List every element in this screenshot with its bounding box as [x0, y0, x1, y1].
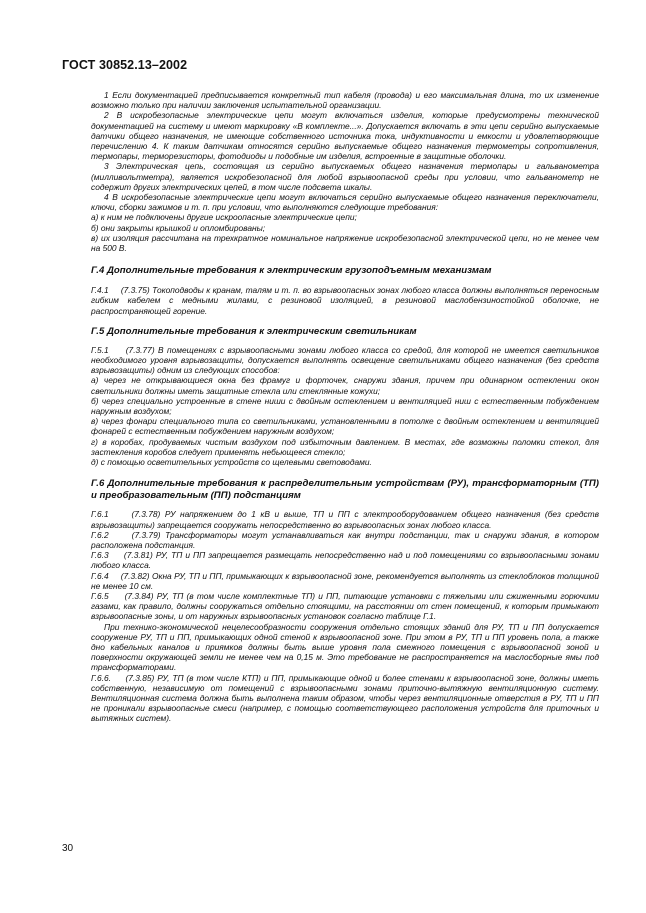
section-paragraph: Г.5.1 (7.3.77) В помещениях с взрывоопасными зонами любого класса со средой, для которой не имеется светильников необходимого уровня взрывозащиты, допускается выполнять освещение светильниками общего назначения (без средств взрывозащиты) одним из следующих способов:: [91, 344, 602, 376]
note-list-item: а) к ним не подключены другие искроопасные электрические цепи;: [91, 212, 357, 223]
note-paragraph: 4 В искробезопасные электрические цепи могут включаться серийно выпускаемые общего назначения переключатели, ключи, сборки зажимов и т. п. при условии, что выполняются следующие требования:: [91, 192, 602, 213]
section-list-item: а) через не открывающиеся окна без фрамуг и форточек, снаружи здания, причем при одинарном остеклении окон светильники должны иметь защитные стекла или стеклянные кожухи;: [91, 375, 602, 396]
note-list-item: б) они закрыты крышкой и опломбированы;: [91, 222, 266, 233]
section-list-item: д) с помощью осветительных устройств со щелевыми световодами.: [91, 457, 372, 468]
page-number: 30: [62, 843, 74, 854]
section-paragraph: Г.6.5 (7.3.84) РУ, ТП (в том числе комплектные ТП) и ПП, питающие установки с тяжелыми или сжиженными горючими газами, как правило, должны сооружаться отдельно стоящими, на расстоянии от стен помещений, к которым примыкают взрывоопасные зоны, и от наружных взрывоопасных установок согласно таблице Г.1.: [91, 590, 602, 622]
note-list-item: в) их изоляция рассчитана на трехкратное номинальное напряжение искробезопасной электрической цепи, но не менее чем на 500 В.: [91, 232, 602, 254]
section-paragraph: Г.6.3 (7.3.81) РУ, ТП и ПП запрещается размещать непосредственно над и под помещениями со взрывоопасными зонами любого класса.: [91, 550, 602, 571]
section-list-item: г) в коробах, продуваемых чистым воздухом под избыточным давлением. В местах, где возможны поломки стекол, для застекления коробов следует применять небьющееся стекло;: [91, 436, 602, 457]
section-list-item: в) через фонари специального типа со светильниками, установленными в потолке с двойным остеклением и вентиляцией фонарей с естественным побуждением наружным воздухом;: [91, 416, 602, 437]
document-header: ГОСТ 30852.13–2002: [62, 58, 188, 72]
note-paragraph: 2 В искробезопасные электрические цепи могут включаться изделия, которые предусмотрены технической документацией на систему и имеют маркировку «В комплекте...». Допускается включать в эти цепи серийно выпускаемые датчики общего назначения, не имеющие собственного источника тока, индуктивности и емкости и удовлетворяющие перечислению 4. К таким датчикам относятся серийно выпускаемые общего назначения термометры сопротивления, термопары, терморезисторы, фотодиоды и подобные им изделия, встроенные в защитные оболочки.: [91, 110, 602, 162]
section-paragraph: Г.6.1 (7.3.78) РУ напряжением до 1 кВ и выше, ТП и ПП с электрооборудованием общего назначения (без средств взрывозащиты) запрещается сооружать непосредственно во взрывоопасных зонах любого класса.: [91, 509, 602, 530]
note-paragraph: 3 Электрическая цепь, состоящая из серийно выпускаемых общего назначения термопары и гальванометра (милливольтметра), является искробезопасной для любой взрывоопасной среды при условии, что гальванометр не содержит других электрических цепей, в том числе подсвета шкалы.: [91, 161, 602, 192]
section-heading-g5: Г.5 Дополнительные требования к электрическим светильникам: [91, 325, 417, 337]
section-heading-g6: Г.6 Дополнительные требования к распределительным устройствам (РУ), трансформаторным (ТП) и преобразовательным (ПП) подстанциям: [91, 478, 599, 502]
document-body: [91, 90, 602, 724]
section-paragraph: Г.6.2 (7.3.79) Трансформаторы могут устанавливаться как внутри подстанции, так и снаружи здания, в котором расположена подстанция.: [91, 529, 602, 550]
note-paragraph: 1 Если документацией предписывается конкретный тип кабеля (провода) и его максимальная длина, то их изменение возможно только при наличии заключения испытательной организации.: [91, 90, 602, 111]
section-paragraph: Г.6.4 (7.3.82) Окна РУ, ТП и ПП, примыкающих к взрывоопасной зоне, рекомендуется выполнять из стеклоблоков толщиной не менее 10 см.: [91, 570, 602, 591]
section-list-item: б) через специально устроенные в стене ниши с двойным остеклением и вентиляцией ниш с естественным побуждением наружным воздухом;: [91, 395, 602, 417]
section-paragraph: Г.6.6. (7.3.85) РУ, ТП (в том числе КТП) и ПП, примыкающие одной и более стенами к взрывоопасной зоне, должны иметь собственную, независимую от помещений с взрывоопасными зонами приточно-вытяжную вентиляционную систему. Вентиляционная система должна быть выполнена таким образом, чтобы через вентиляционные отверстия в РУ, ТП и ПП не проникали взрывоопасные смеси (например, с помощью соответствующего расположения устройств для приточных и вытяжных систем).: [91, 672, 602, 724]
section-paragraph: При технико-экономической нецелесообразности сооружения отдельно стоящих зданий для РУ, ТП и ПП допускается сооружение РУ, ТП и ПП, примыкающих одной стеной к взрывоопасной зоне. При этом в РУ, ТП и ПП уровень пола, а также дно кабельных каналов и приямков должны быть выше уровня пола смежного помещения с взрывоопасной зоной и поверхности окружающей земли не менее чем на 0,15 м. Это требование не распространяется на маслосборные ямы под трансформаторами.: [91, 621, 602, 673]
section-paragraph: Г.4.1 (7.3.75) Токоподводы к кранам, талям и т. п. во взрывоопасных зонах любого класса должны выполняться переносным гибким кабелем с медными жилами, с резиновой изоляцией, в резиновой маслобензиностойкой оболочке, не распространяющей горение.: [91, 285, 602, 316]
section-heading-g4: Г.4 Дополнительные требования к электрическим грузоподъемным механизмам: [91, 265, 492, 277]
